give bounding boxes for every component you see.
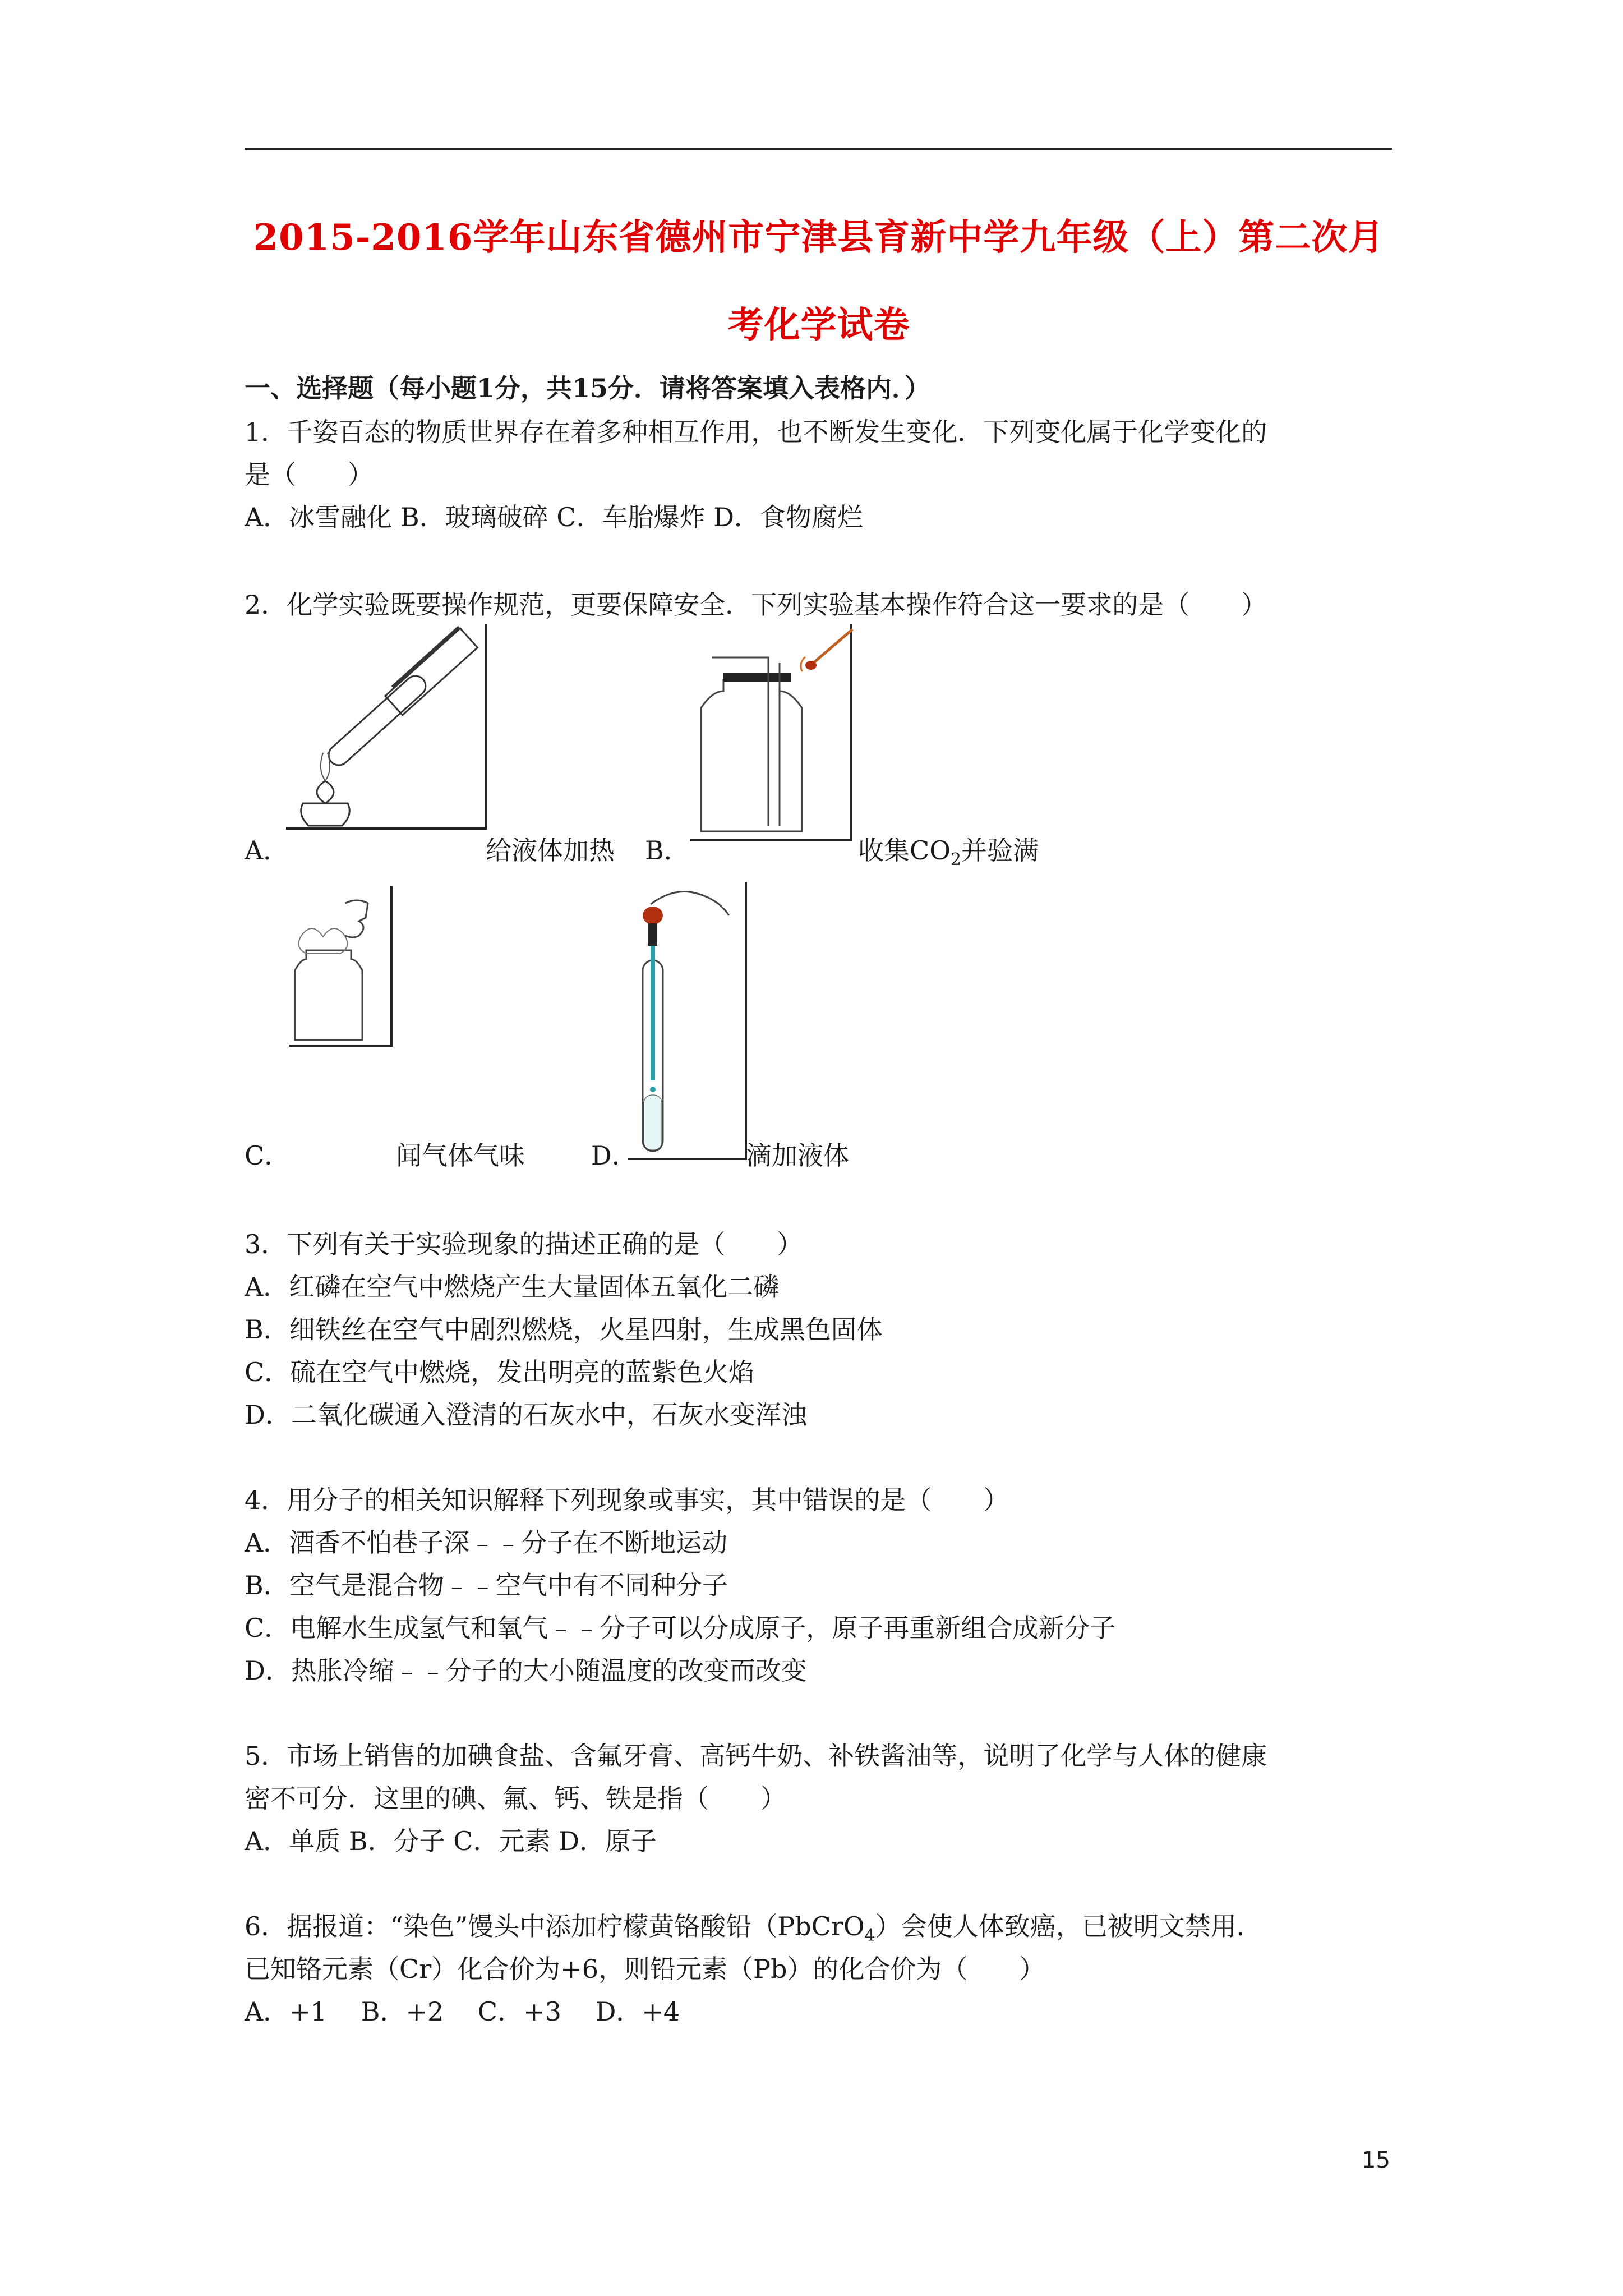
q6-options: A．+1 B．+2 C．+3 D．+4: [245, 1996, 680, 2027]
q4-option-b: B．空气是混合物﹣﹣空气中有不同种分子: [245, 1570, 728, 1600]
q3-option-d: D．二氧化碳通入澄清的石灰水中，石灰水变浑浊: [245, 1400, 807, 1430]
q1-stem-line1: 1．千姿百态的物质世界存在着多种相互作用，也不断发生变化．下列变化属于化学变化的: [245, 417, 1267, 447]
q4-option-d: D．热胀冷缩﹣﹣分子的大小随温度的改变而改变: [245, 1655, 807, 1686]
q2-option-c-text: 闻气体气味: [396, 1140, 525, 1171]
header-rule: [245, 148, 1392, 150]
q2-stem: 2．化学实验既要操作规范，更要保障安全．下列实验基本操作符合这一要求的是（ ）: [245, 590, 1267, 620]
q4-stem: 4．用分子的相关知识解释下列现象或事实，其中错误的是（ ）: [245, 1485, 1009, 1515]
q3-stem: 3．下列有关于实验现象的描述正确的是（ ）: [245, 1229, 803, 1259]
q2-option-a-text: 给液体加热: [486, 835, 615, 866]
q5-stem-line1: 5．市场上销售的加碘食盐、含氟牙膏、高钙牛奶、补铁酱油等，说明了化学与人体的健康: [245, 1741, 1267, 1771]
q5-options: A．单质 B．分子 C．元素 D．原子: [245, 1826, 657, 1856]
page-number: 15: [1362, 2147, 1390, 2173]
drop-liquid-figure: [628, 882, 751, 1162]
q2-option-b-text: 收集$CO_2$并验满: [858, 835, 1039, 870]
q6-stem-line1: 6．据报道：“染色”馒头中添加柠檬黄铬酸铅（PbCrO$_4$）会使人体致癌，已被明文禁用．: [245, 1911, 1262, 1946]
q2-option-d-text: 滴加液体: [746, 1140, 849, 1171]
q2-option-a-letter: A．: [245, 835, 289, 866]
q2-option-d-letter: D．: [591, 1140, 638, 1171]
q3-option-a: A．红磷在空气中燃烧产生大量固体五氧化二磷: [245, 1272, 780, 1302]
section-heading: 一、选择题（每小题1分，共15分．请将答案填入表格内．）: [245, 373, 931, 403]
smell-gas-figure: [289, 886, 396, 1049]
q2-option-c-letter: C．: [245, 1140, 291, 1171]
q6-stem-line2: 已知铬元素（Cr）化合价为+6，则铅元素（Pb）的化合价为（ ）: [245, 1954, 1045, 1984]
exam-title-line1: 2015-2016学年山东省德州市宁津县育新中学九年级（上）第二次月: [253, 217, 1385, 259]
heating-liquid-figure: [286, 624, 499, 831]
q3-option-c: C．硫在空气中燃烧，发出明亮的蓝紫色火焰: [245, 1357, 755, 1387]
q4-option-c: C．电解水生成氢气和氧气﹣﹣分子可以分成原子，原子再重新组合成新分子: [245, 1613, 1116, 1643]
exam-title-line2: 考化学试卷: [727, 304, 910, 346]
q1-options: A．冰雪融化 B．玻璃破碎 C．车胎爆炸 D．食物腐烂: [245, 502, 863, 532]
q2-option-b-letter: B．: [645, 835, 690, 866]
q5-stem-line2: 密不可分．这里的碘、氟、钙、铁是指（ ）: [245, 1783, 786, 1814]
q4-option-a: A．酒香不怕巷子深﹣﹣分子在不断地运动: [245, 1527, 728, 1558]
q3-option-b: B．细铁丝在空气中剧烈燃烧，火星四射，生成黑色固体: [245, 1314, 883, 1345]
collect-co2-figure: [690, 624, 858, 843]
q1-stem-line2: 是（ ）: [245, 459, 374, 490]
